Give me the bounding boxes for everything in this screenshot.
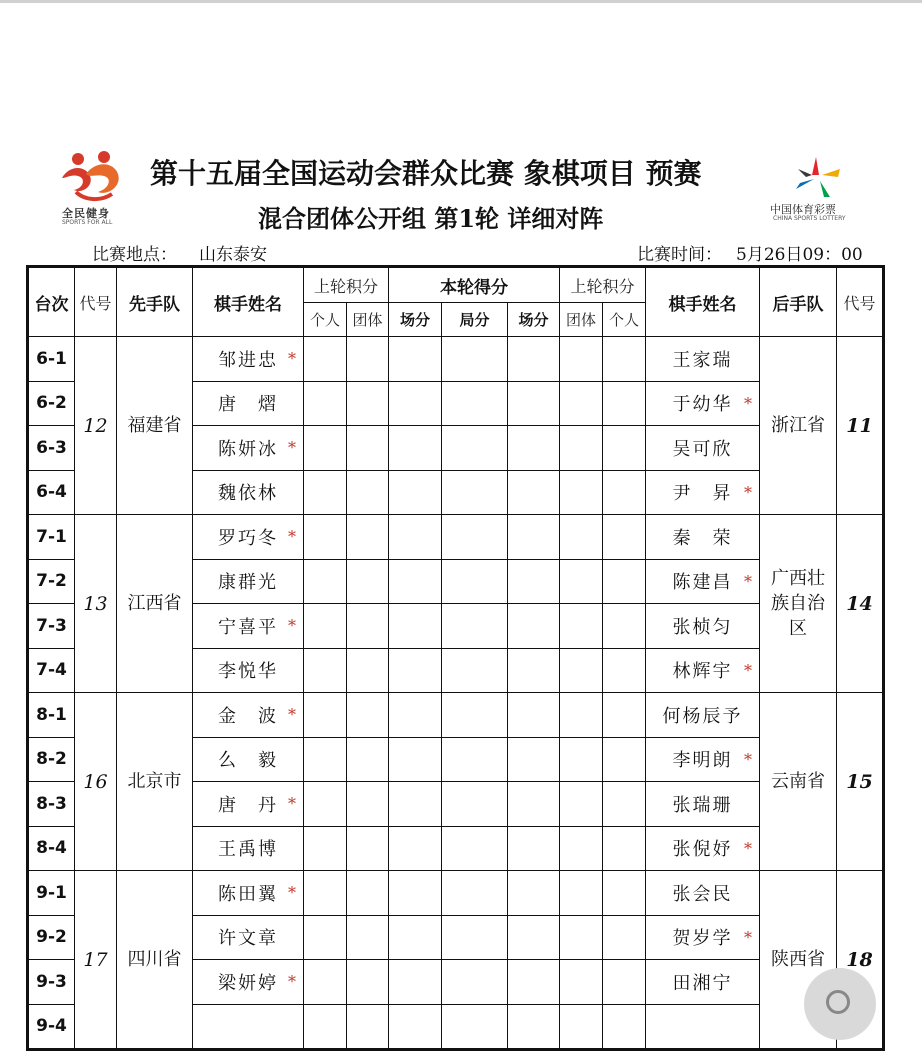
score-cell[interactable] (508, 915, 560, 960)
pairing-table (26, 265, 885, 1051)
score-cell[interactable] (347, 337, 389, 382)
score-cell[interactable] (508, 693, 560, 738)
score-cell[interactable] (389, 693, 442, 738)
score-cell[interactable] (347, 559, 389, 604)
left-player-mark: * (288, 438, 296, 457)
score-cell[interactable] (603, 960, 646, 1005)
header-game-points: 局分 (442, 303, 508, 337)
page-title: 第十五届全国运动会群众比赛 象棋项目 预赛 (150, 157, 702, 190)
score-cell[interactable] (347, 915, 389, 960)
score-cell[interactable] (560, 604, 603, 649)
left-team-name: 北京市 (117, 693, 193, 871)
score-cell[interactable] (347, 782, 389, 827)
table-row (28, 337, 884, 382)
score-cell[interactable] (603, 915, 646, 960)
score-cell[interactable] (304, 826, 347, 871)
left-player: 陈妍冰 (218, 438, 278, 460)
score-cell[interactable] (508, 426, 560, 471)
right-player-name (646, 826, 760, 871)
china-sports-lottery-logo (770, 155, 860, 225)
right-player-name (646, 648, 760, 693)
right-player: 贺岁学 (672, 928, 733, 950)
score-cell[interactable] (508, 826, 560, 871)
score-cell[interactable] (304, 693, 347, 738)
right-player-mark: * (744, 482, 753, 502)
left-team-name: 福建省 (117, 337, 193, 515)
score-cell[interactable] (304, 960, 347, 1005)
left-player-name (193, 337, 304, 382)
left-player-name (193, 381, 304, 426)
score-cell[interactable] (304, 337, 347, 382)
right-player: 尹 昇 (672, 483, 733, 505)
score-cell[interactable] (389, 648, 442, 693)
score-cell[interactable] (442, 381, 508, 426)
right-player-name (646, 426, 760, 471)
score-cell[interactable] (560, 648, 603, 693)
left-player: 金 波 (218, 705, 278, 727)
board-number: 9-3 (28, 960, 75, 1005)
right-player-name (646, 559, 760, 604)
right-player: 陈建昌 (672, 572, 733, 594)
score-cell[interactable] (389, 960, 442, 1005)
board-number: 9-1 (28, 871, 75, 916)
score-cell[interactable] (603, 871, 646, 916)
score-cell[interactable] (304, 470, 347, 515)
left-player: 唐 丹 (218, 794, 278, 816)
score-cell[interactable] (389, 915, 442, 960)
header-prev-left: 上轮积分 (304, 267, 389, 303)
score-cell[interactable] (442, 559, 508, 604)
score-cell[interactable] (389, 826, 442, 871)
score-cell[interactable] (347, 737, 389, 782)
score-cell[interactable] (603, 515, 646, 560)
left-player: 陈田翼 (218, 883, 278, 905)
right-team-code: 14 (837, 515, 884, 693)
score-cell[interactable] (442, 871, 508, 916)
score-cell[interactable] (442, 604, 508, 649)
right-player-mark: * (744, 838, 753, 858)
left-team-code: 17 (75, 871, 117, 1050)
score-cell[interactable] (389, 381, 442, 426)
board-number: 6-1 (28, 337, 75, 382)
score-cell[interactable] (304, 871, 347, 916)
board-number: 9-4 (28, 1004, 75, 1050)
right-player-mark: * (744, 749, 753, 769)
score-cell[interactable] (442, 337, 508, 382)
score-cell[interactable] (389, 1004, 442, 1050)
venue-label: 比赛地点： (92, 245, 177, 265)
right-player-name (646, 515, 760, 560)
score-cell[interactable] (347, 515, 389, 560)
time-line (637, 240, 863, 265)
right-player-name (646, 1004, 760, 1050)
left-logo-caption-en: SPORTS FOR ALL (62, 219, 113, 226)
score-cell[interactable] (560, 693, 603, 738)
left-player-name (193, 871, 304, 916)
board-number: 6-4 (28, 470, 75, 515)
score-cell[interactable] (389, 515, 442, 560)
left-player-mark: * (288, 616, 296, 635)
score-cell[interactable] (508, 559, 560, 604)
right-player: 秦 荣 (672, 527, 733, 549)
right-player: 张倪妤 (672, 839, 733, 861)
left-player: 康群光 (218, 572, 278, 594)
score-cell[interactable] (603, 559, 646, 604)
score-cell[interactable] (603, 693, 646, 738)
score-cell[interactable] (442, 737, 508, 782)
left-team-code: 16 (75, 693, 117, 871)
score-cell[interactable] (442, 426, 508, 471)
right-player: 林辉宇 (672, 661, 733, 683)
score-cell[interactable] (560, 960, 603, 1005)
header-code-left: 代号 (75, 267, 117, 337)
zoom-button[interactable] (804, 968, 876, 1040)
header-board: 台次 (28, 267, 75, 337)
score-cell[interactable] (508, 604, 560, 649)
left-player-name (193, 737, 304, 782)
zoom-search-icon (826, 990, 850, 1014)
right-player-name (646, 737, 760, 782)
header-name-right: 棋手姓名 (646, 267, 760, 337)
right-player: 李明朗 (672, 750, 733, 772)
header-prev-right: 上轮积分 (560, 267, 646, 303)
score-cell[interactable] (603, 648, 646, 693)
right-team-name: 陕西省 (760, 871, 837, 1050)
right-team-name: 浙江省 (760, 337, 837, 515)
right-player: 张桢匀 (672, 616, 733, 638)
score-cell[interactable] (442, 915, 508, 960)
board-number: 9-2 (28, 915, 75, 960)
right-player-mark: * (744, 927, 753, 947)
header-prev-right-team: 团体 (560, 303, 603, 337)
pairing-body (28, 337, 884, 1050)
score-cell[interactable] (347, 426, 389, 471)
right-player-name (646, 470, 760, 515)
right-player-name (646, 337, 760, 382)
score-cell[interactable] (560, 337, 603, 382)
score-cell[interactable] (508, 648, 560, 693)
right-player-mark: * (744, 393, 753, 413)
header-prev-left-individual: 个人 (304, 303, 347, 337)
score-cell[interactable] (304, 515, 347, 560)
left-player: 罗巧冬 (218, 527, 278, 549)
header-prev-left-team: 团体 (347, 303, 389, 337)
left-player: 梁妍婷 (218, 972, 278, 994)
score-cell[interactable] (560, 1004, 603, 1050)
board-number: 7-3 (28, 604, 75, 649)
right-player-name (646, 782, 760, 827)
table-row (28, 871, 884, 916)
left-team-name: 四川省 (117, 871, 193, 1050)
board-number: 8-2 (28, 737, 75, 782)
venue-value: 山东泰安 (199, 245, 267, 265)
sports-for-all-logo (56, 150, 136, 228)
score-cell[interactable] (442, 960, 508, 1005)
score-cell[interactable] (603, 604, 646, 649)
left-player-name (193, 915, 304, 960)
score-cell[interactable] (304, 915, 347, 960)
left-player-mark: * (288, 794, 296, 813)
score-cell[interactable] (560, 381, 603, 426)
left-player-mark: * (288, 527, 296, 546)
right-team-name: 云南省 (760, 693, 837, 871)
score-cell[interactable] (560, 915, 603, 960)
header-prev-right-individual: 个人 (603, 303, 646, 337)
left-player-name (193, 960, 304, 1005)
right-player: 王家瑞 (672, 349, 733, 371)
score-cell[interactable] (304, 604, 347, 649)
score-cell[interactable] (560, 559, 603, 604)
time-label: 比赛时间： (637, 245, 722, 265)
score-cell[interactable] (347, 648, 389, 693)
left-player: 魏依林 (218, 483, 278, 505)
score-cell[interactable] (347, 826, 389, 871)
score-cell[interactable] (389, 559, 442, 604)
right-player-name (646, 693, 760, 738)
left-player: 邹进忠 (218, 349, 278, 371)
header-team-right: 后手队 (760, 267, 837, 337)
left-player: 许文章 (218, 928, 278, 950)
right-logo-caption-en: CHINA SPORTS LOTTERY (773, 215, 846, 222)
score-cell[interactable] (304, 381, 347, 426)
score-cell[interactable] (442, 470, 508, 515)
score-cell[interactable] (347, 1004, 389, 1050)
score-cell[interactable] (603, 337, 646, 382)
page-subtitle: 混合团体公开组 第1轮 详细对阵 (258, 204, 604, 233)
left-player-name (193, 1004, 304, 1050)
left-player-name (193, 782, 304, 827)
board-number: 6-3 (28, 426, 75, 471)
score-cell[interactable] (442, 826, 508, 871)
score-cell[interactable] (560, 470, 603, 515)
right-player-name (646, 604, 760, 649)
score-cell[interactable] (304, 648, 347, 693)
right-player: 张瑞珊 (672, 794, 733, 816)
header-round-score: 本轮得分 (389, 267, 560, 303)
left-team-code: 12 (75, 337, 117, 515)
score-cell[interactable] (508, 381, 560, 426)
score-cell[interactable] (603, 1004, 646, 1050)
score-cell[interactable] (347, 470, 389, 515)
right-player: 于幼华 (672, 394, 733, 416)
score-cell[interactable] (389, 871, 442, 916)
score-cell[interactable] (442, 693, 508, 738)
score-cell[interactable] (508, 960, 560, 1005)
left-player-name (193, 648, 304, 693)
score-cell[interactable] (560, 426, 603, 471)
right-player-name (646, 960, 760, 1005)
score-cell[interactable] (389, 737, 442, 782)
score-cell[interactable] (389, 470, 442, 515)
score-cell[interactable] (508, 871, 560, 916)
score-cell[interactable] (304, 782, 347, 827)
score-cell[interactable] (347, 604, 389, 649)
left-player-mark: * (288, 883, 296, 902)
score-cell[interactable] (603, 426, 646, 471)
right-logo-caption: 中国体育彩票 (770, 203, 836, 216)
score-cell[interactable] (442, 782, 508, 827)
board-number: 8-4 (28, 826, 75, 871)
score-cell[interactable] (603, 381, 646, 426)
score-cell[interactable] (442, 515, 508, 560)
header-team-left: 先手队 (117, 267, 193, 337)
left-player-mark: * (288, 705, 296, 724)
right-player-name (646, 915, 760, 960)
header-match-points-left: 场分 (389, 303, 442, 337)
header-match-points-right: 场分 (508, 303, 560, 337)
score-cell[interactable] (389, 604, 442, 649)
left-player: 么 毅 (218, 750, 278, 772)
left-player-name (193, 693, 304, 738)
score-cell[interactable] (304, 426, 347, 471)
left-player: 王禹博 (218, 839, 278, 861)
score-cell[interactable] (389, 426, 442, 471)
board-number: 8-1 (28, 693, 75, 738)
score-cell[interactable] (347, 871, 389, 916)
right-team-code: 18 (837, 871, 884, 1050)
right-team-code: 15 (837, 693, 884, 871)
left-player-name (193, 426, 304, 471)
header-name-left: 棋手姓名 (193, 267, 304, 337)
board-number: 7-2 (28, 559, 75, 604)
left-player-mark: * (288, 349, 296, 368)
left-team-name: 江西省 (117, 515, 193, 693)
right-player: 何杨辰予 (662, 705, 743, 727)
board-number: 8-3 (28, 782, 75, 827)
right-player: 吴可欣 (672, 438, 733, 460)
score-cell[interactable] (508, 1004, 560, 1050)
score-cell[interactable] (603, 826, 646, 871)
score-cell[interactable] (560, 826, 603, 871)
left-team-code: 13 (75, 515, 117, 693)
table-row (28, 693, 884, 738)
right-player-mark: * (744, 660, 753, 680)
right-player-mark: * (744, 571, 753, 591)
score-cell[interactable] (560, 871, 603, 916)
score-cell[interactable] (347, 381, 389, 426)
score-cell[interactable] (389, 337, 442, 382)
left-player-mark: * (288, 972, 296, 991)
score-cell[interactable] (347, 693, 389, 738)
lottery-star-icon (786, 155, 856, 199)
board-number: 7-4 (28, 648, 75, 693)
right-player: 张会民 (672, 883, 733, 905)
table-row (28, 515, 884, 560)
score-cell[interactable] (603, 782, 646, 827)
score-cell[interactable] (442, 1004, 508, 1050)
score-cell[interactable] (603, 470, 646, 515)
score-cell[interactable] (603, 737, 646, 782)
right-team-name: 广西壮族自治区 (760, 515, 837, 693)
left-player: 唐 熠 (218, 394, 278, 416)
score-cell[interactable] (508, 337, 560, 382)
left-player-name (193, 604, 304, 649)
score-cell[interactable] (442, 648, 508, 693)
left-logo-caption: 全民健身 (62, 207, 110, 220)
left-player: 宁喜平 (218, 616, 278, 638)
board-number: 6-2 (28, 381, 75, 426)
score-cell[interactable] (304, 559, 347, 604)
score-cell[interactable] (560, 782, 603, 827)
score-cell[interactable] (508, 737, 560, 782)
right-player-name (646, 381, 760, 426)
score-cell[interactable] (560, 737, 603, 782)
score-cell[interactable] (304, 737, 347, 782)
left-player: 李悦华 (218, 661, 278, 683)
score-cell[interactable] (347, 960, 389, 1005)
score-cell[interactable] (508, 515, 560, 560)
right-team-code: 11 (837, 337, 884, 515)
venue-line (92, 240, 267, 265)
left-player-name (193, 826, 304, 871)
score-cell[interactable] (389, 782, 442, 827)
right-player-name (646, 871, 760, 916)
score-cell[interactable] (508, 470, 560, 515)
left-player-name (193, 515, 304, 560)
sports-figure-icon (56, 150, 136, 206)
right-player: 田湘宁 (672, 972, 733, 994)
time-value: 5月26日09：00 (736, 245, 863, 265)
header-code-right: 代号 (837, 267, 884, 337)
score-cell[interactable] (508, 782, 560, 827)
score-cell[interactable] (304, 1004, 347, 1050)
top-divider (0, 0, 922, 3)
board-number: 7-1 (28, 515, 75, 560)
left-player-name (193, 470, 304, 515)
score-cell[interactable] (560, 515, 603, 560)
left-player-name (193, 559, 304, 604)
